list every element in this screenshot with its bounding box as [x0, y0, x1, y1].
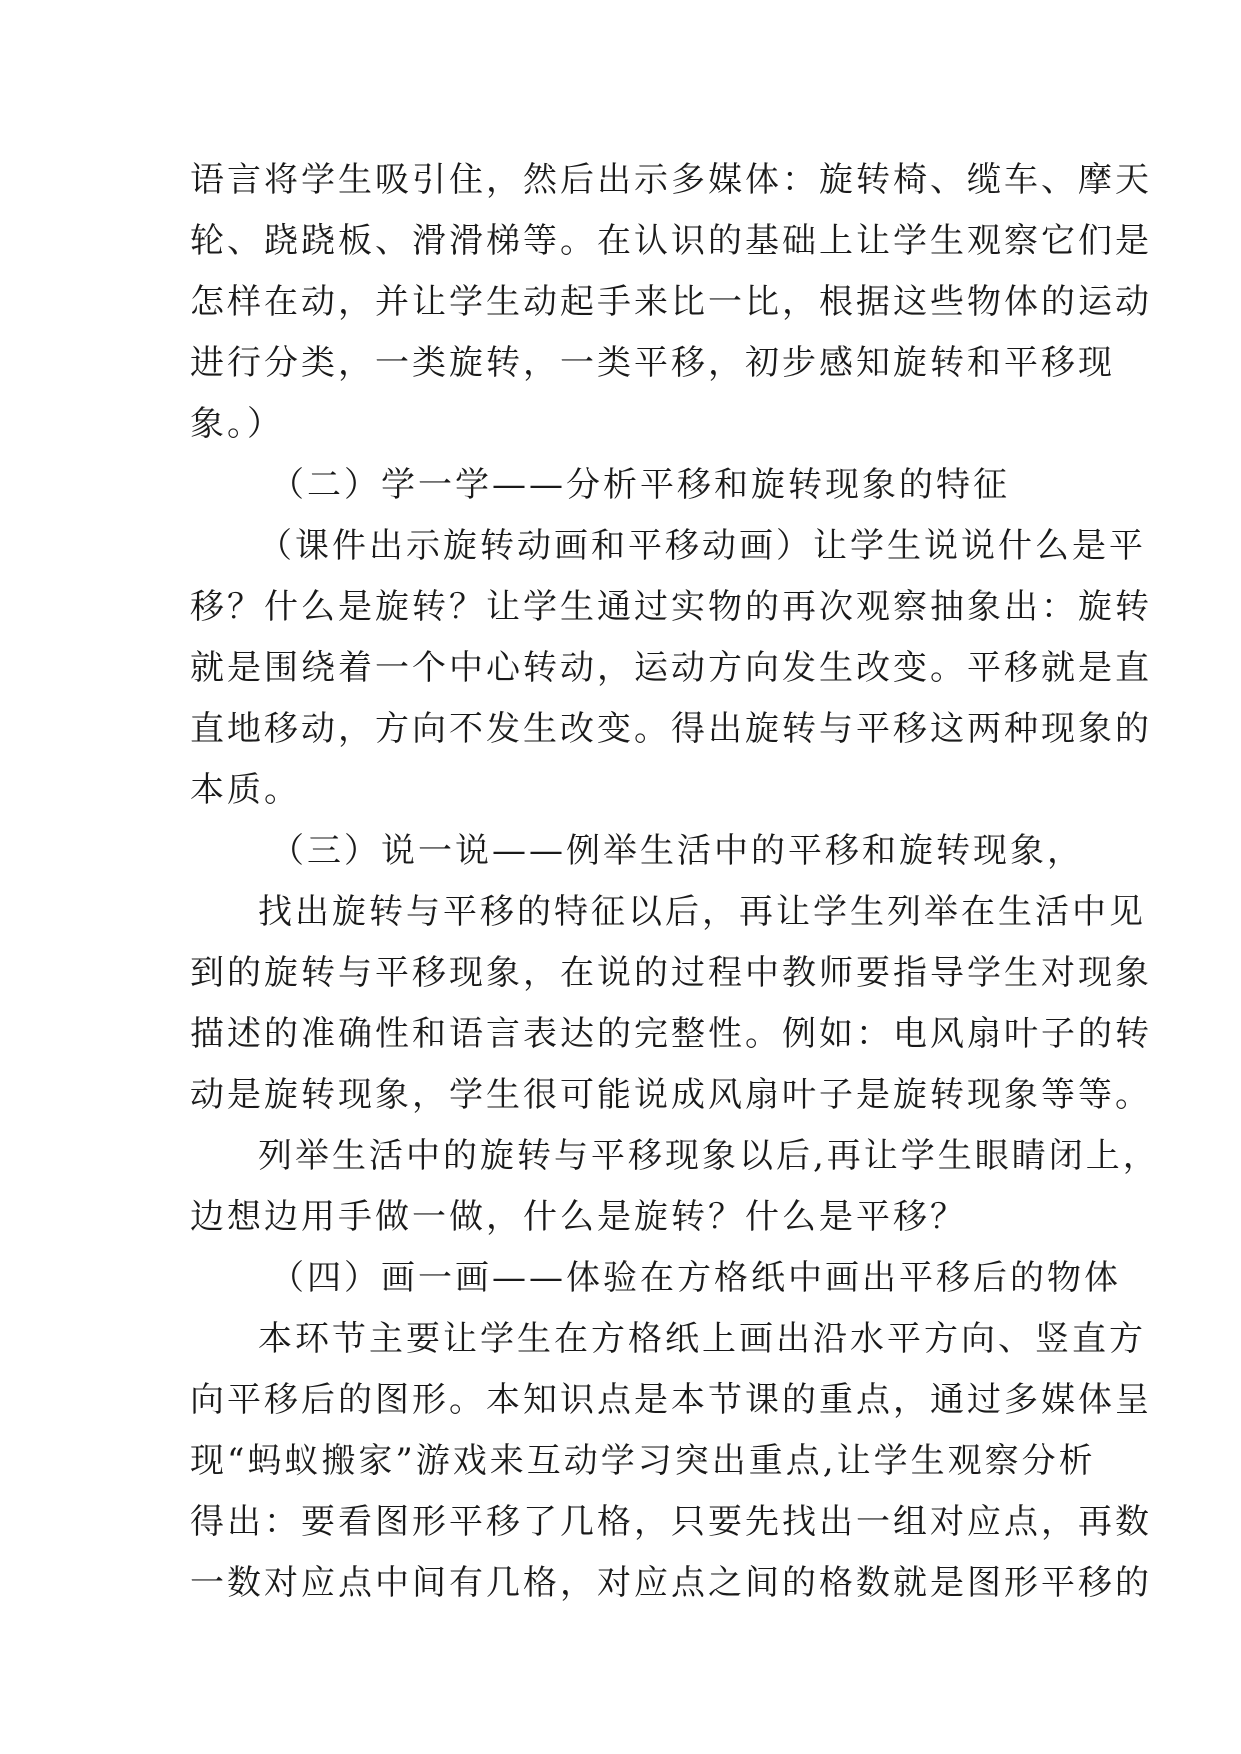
text-line: 边想边用手做一做，什么是旋转？什么是平移？ [190, 1197, 967, 1237]
text-line: 动是旋转现象，学生很可能说成风扇叶子是旋转现象等等。 [190, 1075, 1152, 1115]
text-line: 向平移后的图形。本知识点是本节课的重点，通过多媒体呈 [190, 1380, 1152, 1420]
text-line: 找出旋转与平移的特征以后，再让学生列举在生活中见 [258, 892, 1146, 932]
paragraph-grid-drawing [190, 1309, 1152, 1614]
section-heading-4 [190, 1248, 1121, 1309]
text-line: 移？什么是旋转？让学生通过实物的再次观察抽象出：旋转 [190, 587, 1152, 627]
paragraph-life-examples [190, 882, 1152, 1126]
text-line: 到的旋转与平移现象，在说的过程中教师要指导学生对现象 [190, 953, 1152, 993]
text-line: 得出：要看图形平移了几格，只要先找出一组对应点，再数 [190, 1502, 1152, 1542]
text-line: 描述的准确性和语言表达的完整性。例如：电风扇叶子的转 [190, 1014, 1152, 1054]
text-line: （课件出示旋转动画和平移动画）让学生说说什么是平 [258, 526, 1146, 566]
text-line: 现“蚂蚁搬家”游戏来互动学习突出重点,让学生观察分析 [190, 1441, 1096, 1481]
text-line: 一数对应点中间有几格，对应点之间的格数就是图形平移的 [190, 1563, 1152, 1603]
paragraph-hand-gesture [190, 1126, 1160, 1248]
text-line: 怎样在动，并让学生动起手来比一比，根据这些物体的运动 [190, 282, 1152, 322]
section-heading-3 [190, 821, 1084, 882]
text-line: 进行分类，一类旋转，一类平移，初步感知旋转和平移现 [190, 343, 1115, 383]
text-line: 轮、跷跷板、滑滑梯等。在认识的基础上让学生观察它们是 [190, 221, 1152, 261]
heading-line: （二）学一学——分析平移和旋转现象的特征 [270, 465, 1010, 505]
section-heading-2 [190, 455, 1070, 516]
heading-line: （三）说一说——例举生活中的平移和旋转现象， [270, 831, 1084, 871]
paragraph-intro-classification [190, 150, 1152, 455]
text-line: 列举生活中的旋转与平移现象以后,再让学生眼睛闭上， [258, 1136, 1160, 1176]
text-line: 直地移动，方向不发生改变。得出旋转与平移这两种现象的 [190, 709, 1152, 749]
paragraph-rotation-translation-definition [190, 516, 1152, 821]
text-line: 象。） [190, 404, 284, 444]
heading-line: （四）画一画——体验在方格纸中画出平移后的物体 [270, 1258, 1121, 1298]
text-line: 就是围绕着一个中心转动，运动方向发生改变。平移就是直 [190, 648, 1152, 688]
text-line: 语言将学生吸引住，然后出示多媒体：旋转椅、缆车、摩天 [190, 160, 1152, 200]
document-body [190, 150, 1160, 1614]
text-line: 本环节主要让学生在方格纸上画出沿水平方向、竖直方 [258, 1319, 1146, 1359]
text-line: 本质。 [190, 770, 301, 810]
